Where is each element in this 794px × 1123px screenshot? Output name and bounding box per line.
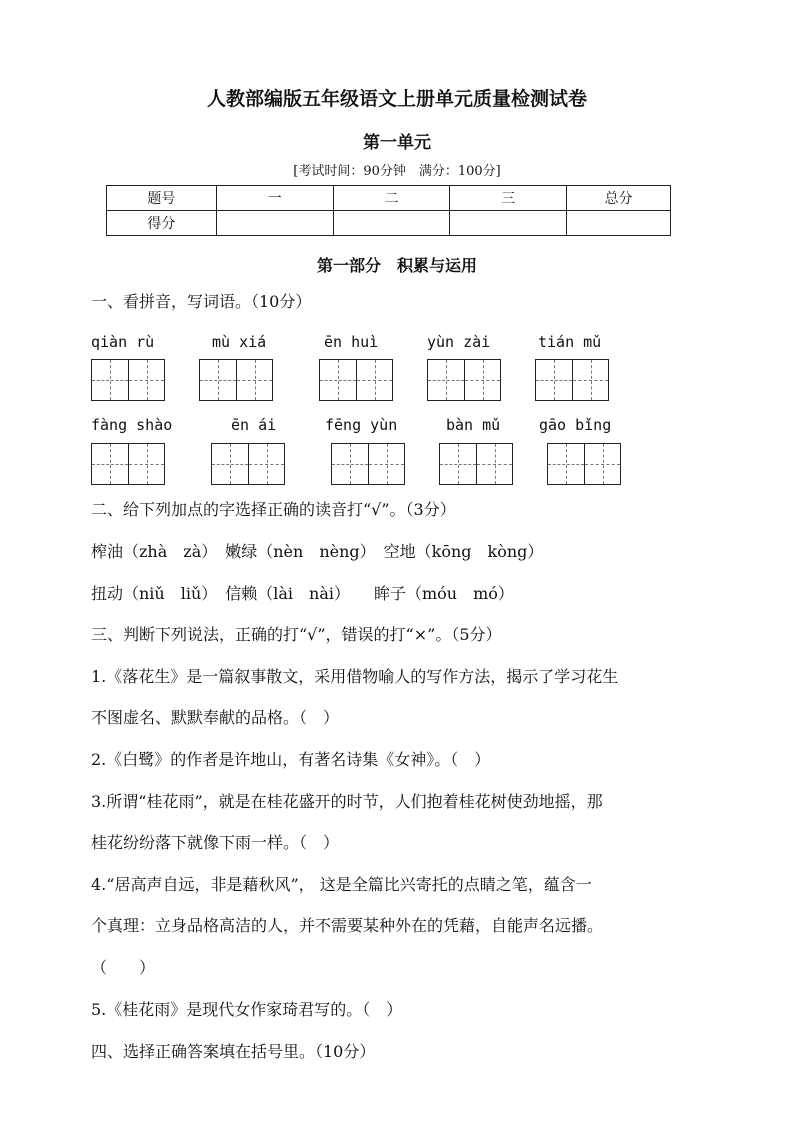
- q3-item: 桂花纷纷落下就像下雨一样。（ ）: [91, 833, 340, 852]
- q1-heading: 一、看拼音，写词语。（10分）: [91, 292, 312, 311]
- writing-grid[interactable]: [427, 359, 501, 401]
- q3-item: 2.《白鹭》的作者是许地山，有著名诗集《女神》。（ ）: [91, 750, 491, 769]
- writing-grid[interactable]: [319, 359, 393, 401]
- score-cell: 题号: [107, 186, 217, 211]
- score-input-cell[interactable]: [450, 211, 567, 236]
- score-cell: 三: [450, 186, 567, 211]
- q4-heading: 四、选择正确答案填在括号里。（10分）: [91, 1042, 376, 1061]
- score-input-cell[interactable]: [333, 211, 450, 236]
- writing-grid[interactable]: [199, 359, 273, 401]
- q3-item: 不图虚名、默默奉献的品格。（ ）: [91, 708, 340, 727]
- pinyin-label: mù xiá: [212, 333, 267, 351]
- exam-info: [考试时间：90分钟 满分：100分]: [293, 164, 501, 179]
- score-table-header-row: [107, 186, 671, 211]
- q2-line: 扭动（niǔ liǔ） 信赖（lài nài） 眸子（móu mó）: [91, 584, 514, 603]
- pinyin-label: gāo bǐng: [539, 416, 612, 434]
- pinyin-label: qiàn rù: [91, 333, 155, 351]
- q3-item: 5.《桂花雨》是现代女作家琦君写的。（ ）: [91, 1000, 403, 1019]
- q2-line: 榨油（zhà zà） 嫩绿（nèn nèng） 空地（kōng kòng）: [91, 542, 544, 561]
- score-cell: 得分: [107, 211, 217, 236]
- writing-grid[interactable]: [331, 443, 405, 485]
- writing-grid[interactable]: [439, 443, 513, 485]
- writing-grid[interactable]: [547, 443, 621, 485]
- part1-title: 第一部分 积累与运用: [316, 256, 477, 275]
- writing-grid[interactable]: [91, 443, 165, 485]
- q3-heading: 三、判断下列说法，正确的打“√”，错误的打“×”。（5分）: [91, 625, 502, 644]
- q2-heading: 二、给下列加点的字选择正确的读音打“√”。（3分）: [91, 500, 456, 519]
- score-input-cell[interactable]: [216, 211, 333, 236]
- q3-item: 个真理：立身品格高洁的人，并不需要某种外在的凭藉，自能声名远播。: [91, 916, 604, 935]
- score-cell: 总分: [567, 186, 671, 211]
- score-cell: 一: [216, 186, 333, 211]
- pinyin-label: tián mǔ: [538, 333, 602, 351]
- score-input-cell[interactable]: [567, 211, 671, 236]
- q3-item: 3.所谓“桂花雨”，就是在桂花盛开的时节，人们抱着桂花树使劲地摇，那: [91, 792, 603, 811]
- q3-item: 1.《落花生》是一篇叙事散文，采用借物喻人的写作方法，揭示了学习花生: [91, 667, 619, 686]
- score-table-score-row: [107, 211, 671, 236]
- pinyin-label: fàng shào: [91, 416, 173, 434]
- exam-title: 人教部编版五年级语文上册单元质量检测试卷: [206, 88, 587, 110]
- pinyin-label: ēn ái: [231, 416, 277, 434]
- unit-title: 第一单元: [363, 133, 431, 153]
- q3-item: 4.“居高声自远，非是藉秋风”， 这是全篇比兴寄托的点睛之笔，蕴含一: [91, 875, 592, 894]
- writing-grid[interactable]: [211, 443, 285, 485]
- score-cell: 二: [333, 186, 450, 211]
- pinyin-label: yùn zài: [427, 333, 491, 351]
- writing-grid[interactable]: [535, 359, 609, 401]
- pinyin-label: fēng yùn: [325, 416, 398, 434]
- q3-item: （ ）: [91, 958, 156, 977]
- score-table: [106, 185, 671, 236]
- pinyin-label: bàn mǔ: [446, 416, 501, 434]
- writing-grid[interactable]: [91, 359, 165, 401]
- pinyin-label: ēn huì: [324, 333, 379, 351]
